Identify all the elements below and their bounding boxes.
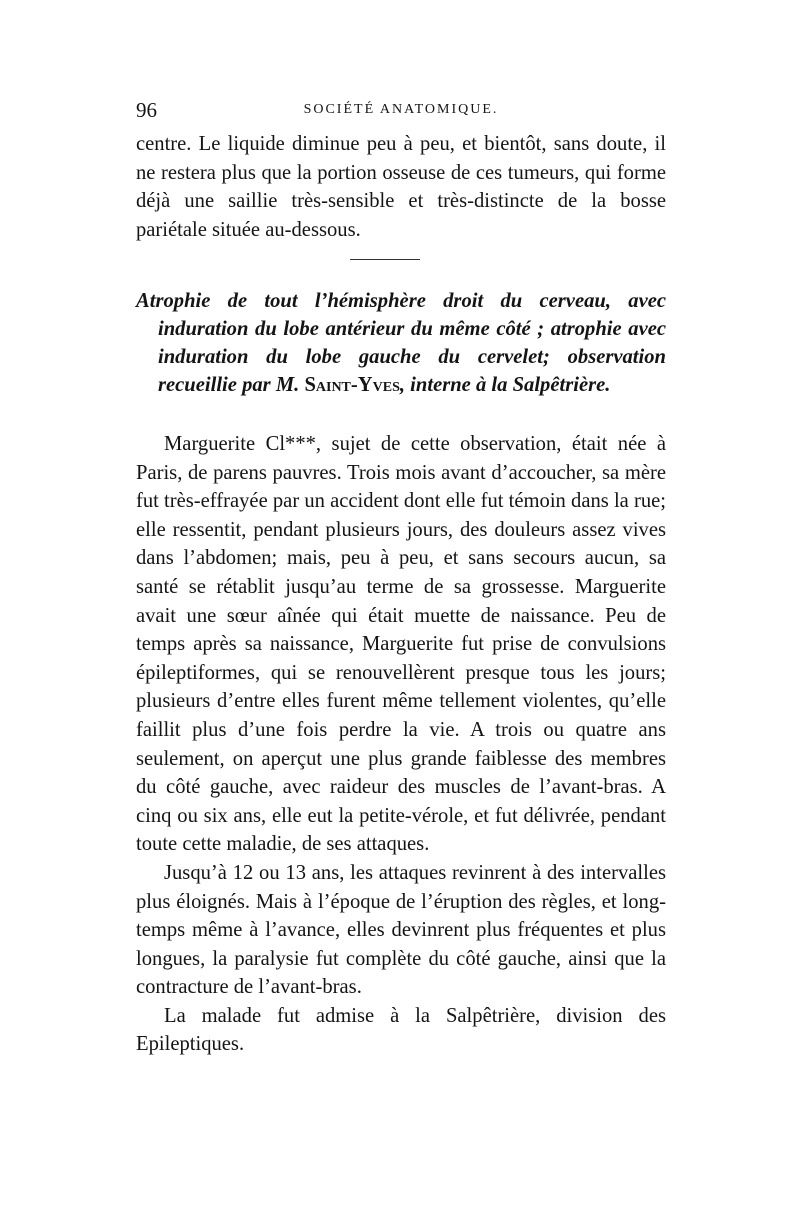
body-paragraph-1: Marguerite Cl***, sujet de cette observation, était née à Paris, de parens pauvres. Trois mois avant d’accoucher, sa mère fut très-effrayée par un accident dont elle fut témoin dans la rue; elle ressentit, pendant plusieurs jours, des douleurs assez vives dans l’abdomen; mais, peu à peu, et sans secours aucun, sa santé se rétablit jusqu’au terme de sa grossesse. Marguerite avait une sœur aînée qui était muette de naissance. Peu de temps après sa naissance, Marguerite fut prise de convulsions épileptiformes, qui se renouvellèrent presque tous les jours; plusieurs d’entre elles furent même tellement violentes, qu’elle faillit plus d’une fois perdre la vie. A trois ou quatre ans seulement, on aperçut une plus grande faiblesse des membres du côté gauche, avec raideur des muscles de l’avant-bras. A cinq ou six ans, elle eut la petite-vérole, et fut délivrée, pendant toute cette maladie, de ses attaques. bbox=[136, 433, 666, 856]
section-divider bbox=[350, 259, 420, 260]
running-head: SOCIÉTÉ ANATOMIQUE. bbox=[303, 102, 499, 117]
continuation-paragraph bbox=[136, 130, 666, 244]
page-number: 96 bbox=[136, 98, 157, 122]
title-text bbox=[136, 287, 666, 399]
continuation-text: centre. Le liquide diminue peu à peu, et bientôt, sans doute, il ne restera plus que la portion osseuse de ces tumeurs, qui forme déjà une saillie très-sensible et très-distincte de la bosse pariétale située au-dessous. bbox=[136, 133, 666, 241]
title-author: Saint-Yves bbox=[304, 374, 400, 396]
observation-title bbox=[136, 287, 666, 399]
body-paragraph-3: La malade fut admise à la Salpêtrière, division des Epileptiques. bbox=[136, 1004, 666, 1056]
page-header bbox=[136, 98, 666, 126]
body-paragraph-2: Jusqu’à 12 ou 13 ans, les attaques revinrent à des intervalles plus éloignés. Mais à l’époque de l’éruption des règles, et long-temps même à l’avance, elles devinrent plus fréquentes et plus longues, la paralysie fut complète du côté gauche, ainsi que la contracture de l’avant-bras. bbox=[136, 861, 666, 999]
title-part-1: Atrophie de tout l’hémisphère droit du cerveau, avec induration du lobe antérieur du même côté ; atrophie avec induration du lobe gauche du cervelet; observation recueillie par M. bbox=[136, 290, 666, 396]
observation-body bbox=[136, 430, 666, 1059]
title-part-2: , interne à la Salpêtrière. bbox=[399, 374, 611, 396]
